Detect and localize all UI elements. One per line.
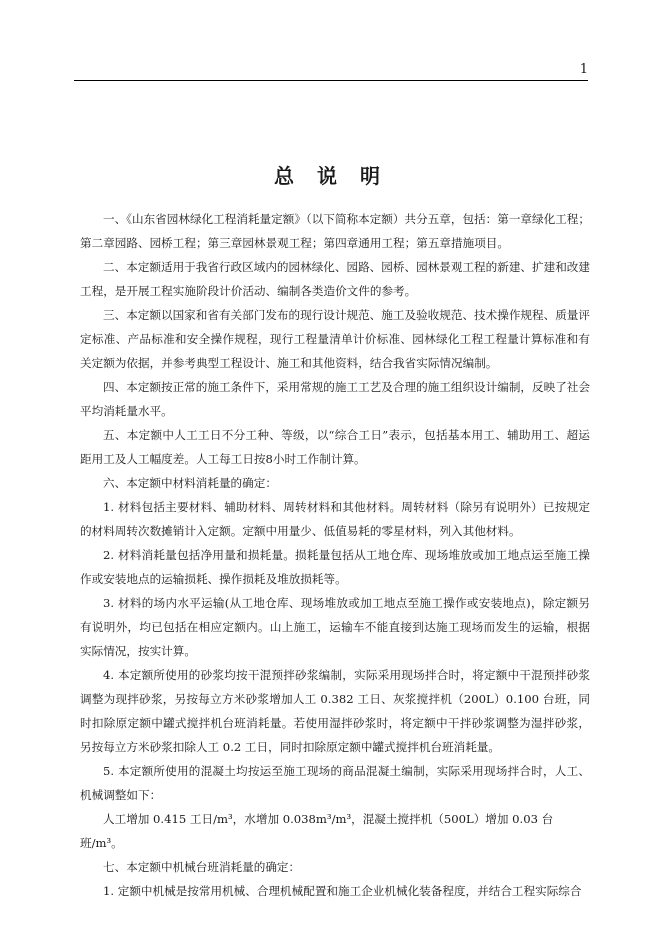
- header-rule: [74, 80, 588, 81]
- paragraph-6-materials-heading: 六、本定额中材料消耗量的确定：: [103, 476, 277, 490]
- paragraph-1-scope: 一、《山东省园林绿化工程消耗量定额》（以下简称本定额）共分五章，包括：第一章绿化工程；第二章园路、园桥工程；第三章园林景观工程；第四章通用工程；第五章措施项目。: [80, 212, 590, 250]
- paragraph-2-applicability: 二、本定额适用于我省行政区域内的园林绿化、园路、园桥、园林景观工程的新建、扩建和改建工程，是开展工程实施阶段计价活动、编制各类造价文件的参考。: [80, 260, 590, 298]
- paragraph-3-basis: 三、本定额以国家和省有关部门发布的现行设计规范、施工及验收规范、技术操作规程、质量评定标准、产品标准和安全操作规程，现行工程量清单计价标准、园林绿化工程工程量计算标准和有关定额为依据，并参考典型工程设计、施工和其他资料，结合我省实际情况编制。: [80, 308, 590, 370]
- paragraph-6-item-5-adjustment: 人工增加 0.415 工日/m³，水增加 0.038m³/m³，混凝土搅拌机（500L）增加 0.03 台班/m³。: [80, 812, 554, 850]
- page-number: 1: [579, 62, 588, 77]
- paragraph-6-item-3: 3. 材料的场内水平运输(从工地仓库、现场堆放或加工地点至施工操作或安装地点)，除定额另有说明外，均已包括在相应定额内。山上施工，运输车不能直接到达施工现场而发生的运输，根据实际情况，按实计算。: [80, 596, 590, 658]
- paragraph-7-machinery-heading: 七、本定额中机械台班消耗量的确定：: [103, 860, 301, 874]
- paragraph-6-item-1: 1. 材料包括主要材料、辅助材料、周转材料和其他材料。周转材料（除另有说明外）已按规定的材料周转次数摊销计入定额。定额中用量少、低值易耗的零星材料，列入其他材料。: [80, 500, 590, 538]
- document-body: [80, 207, 590, 903]
- paragraph-5-labor: 五、本定额中人工工日不分工种、等级，以“综合工日”表示，包括基本用工、辅助用工、超运距用工及人工幅度差。人工每工日按8小时工作制计算。: [80, 428, 590, 466]
- paragraph-6-item-4: 4. 本定额所使用的砂浆均按干混预拌砂浆编制，实际采用现场拌合时，将定额中干混预拌砂浆调整为现拌砂浆，另按每立方米砂浆增加人工 0.382 工日、灰浆搅拌机（200L）0.100 台班，同时扣除原定额中罐式搅拌机台班消耗量。若使用湿拌砂浆时，将定额中干拌砂浆调整为湿拌砂浆，另按每立方米砂浆扣除人工 0.2 工日，同时扣除原定额中罐式搅拌机台班消耗量。: [80, 668, 590, 754]
- page-title: 总 说 明: [274, 164, 388, 188]
- paragraph-4-conditions: 四、本定额按正常的施工条件下，采用常规的施工工艺及合理的施工组织设计编制，反映了社会平均消耗量水平。: [80, 380, 590, 418]
- paragraph-6-item-5: 5. 本定额所使用的混凝土均按运至施工现场的商品混凝土编制，实际采用现场拌合时，人工、机械调整如下：: [80, 764, 590, 802]
- paragraph-6-item-2: 2. 材料消耗量包括净用量和损耗量。损耗量包括从工地仓库、现场堆放或加工地点运至施工操作或安装地点的运输损耗、操作损耗及堆放损耗等。: [80, 548, 590, 586]
- paragraph-7-item-1: 1. 定额中机械是按常用机械、合理机械配置和施工企业机械化装备程度，并结合工程实际综合: [103, 884, 582, 898]
